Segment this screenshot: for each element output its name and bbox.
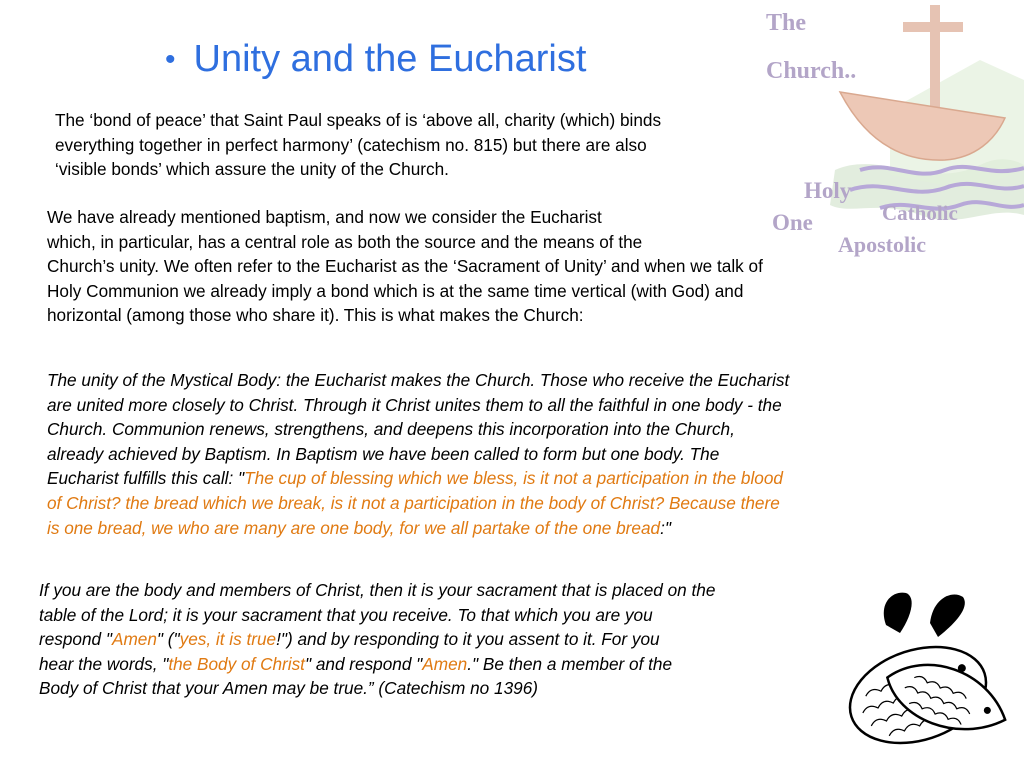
text-line (47, 466, 977, 491)
mystical-body-quote (47, 368, 977, 540)
yes-highlight: yes, it is true (179, 629, 277, 650)
scripture-highlight: of Christ? the bread which we break, is it not a participation in the body of Christ? Because there (47, 492, 780, 513)
text-segment: " and respond " (304, 653, 423, 674)
title-bullet: • (165, 42, 176, 76)
two-fish-icon (838, 585, 1018, 760)
slide-title (165, 38, 586, 81)
logo-catholic: Catholic (882, 201, 958, 225)
text-segment: hear the words, " (39, 653, 169, 674)
text-line: already achieved by Baptism. In Baptism we have been called to form but one body. The (47, 443, 720, 464)
logo-holy: Holy (804, 178, 852, 203)
text-line: are united more closely to Christ. Through it Christ unites them to all the faithful in one body - the (47, 394, 782, 415)
augustine-quote (39, 578, 889, 701)
amen-highlight: Amen (422, 653, 468, 674)
logo-one: One (772, 210, 813, 235)
text-segment: :" (660, 517, 671, 538)
text-line: everything together in perfect harmony’ (catechism no. 815) but there are also (55, 134, 647, 155)
text-line (47, 516, 977, 541)
text-line (39, 652, 889, 677)
logo-apostolic: Apostolic (838, 232, 926, 257)
text-segment: " (" (156, 629, 180, 650)
amen-highlight: Amen (112, 629, 157, 650)
text-line: horizontal (among those who share it). This is what makes the Church: (47, 305, 584, 326)
title-text: Unity and the Eucharist (193, 38, 587, 80)
scripture-highlight: is one bread, we who are many are one body, for we all partake of the one bread (47, 517, 661, 538)
body-of-christ-highlight: the Body of Christ (168, 653, 305, 674)
text-line: The ‘bond of peace’ that Saint Paul speaks of is ‘above all, charity (which) binds (55, 110, 662, 130)
text-line: which, in particular, has a central role as both the source and the means of the (47, 231, 643, 252)
logo-church: Church.. (766, 58, 857, 84)
text-line: table of the Lord; it is your sacrament that you receive. To that which you are you (39, 604, 653, 625)
text-line: Church’s unity. We often refer to the Eucharist as the ‘Sacrament of Unity’ and when we talk of (47, 256, 763, 277)
text-segment: !") and by responding to it you assent to it. For you (276, 629, 660, 650)
text-segment: Eucharist fulfills this call: " (47, 468, 245, 489)
text-line: We have already mentioned baptism, and now we consider the Eucharist (47, 207, 602, 227)
text-line: Church. Communion renews, strengthens, and deepens this incorporation into the Church, (47, 419, 735, 440)
text-line: Holy Communion we already imply a bond which is at the same time vertical (with God) and (47, 280, 744, 301)
scripture-highlight: The cup of blessing which we bless, is it not a participation in the blood (244, 468, 783, 489)
text-line: The unity of the Mystical Body: the Eucharist makes the Church. Those who receive the Eucharist (47, 370, 790, 390)
logo-the: The (766, 10, 807, 36)
text-line (39, 627, 889, 652)
text-segment: ." Be then a member of the (467, 653, 673, 674)
text-segment: respond " (39, 629, 112, 650)
eucharist-paragraph (47, 205, 947, 328)
intro-paragraph (55, 108, 805, 182)
text-line: ‘visible bonds’ which assure the unity of the Church. (55, 159, 449, 180)
text-line: Body of Christ that your Amen may be true.” (Catechism no 1396) (39, 678, 538, 699)
text-line: If you are the body and members of Christ, then it is your sacrament that is placed on the (39, 580, 716, 600)
